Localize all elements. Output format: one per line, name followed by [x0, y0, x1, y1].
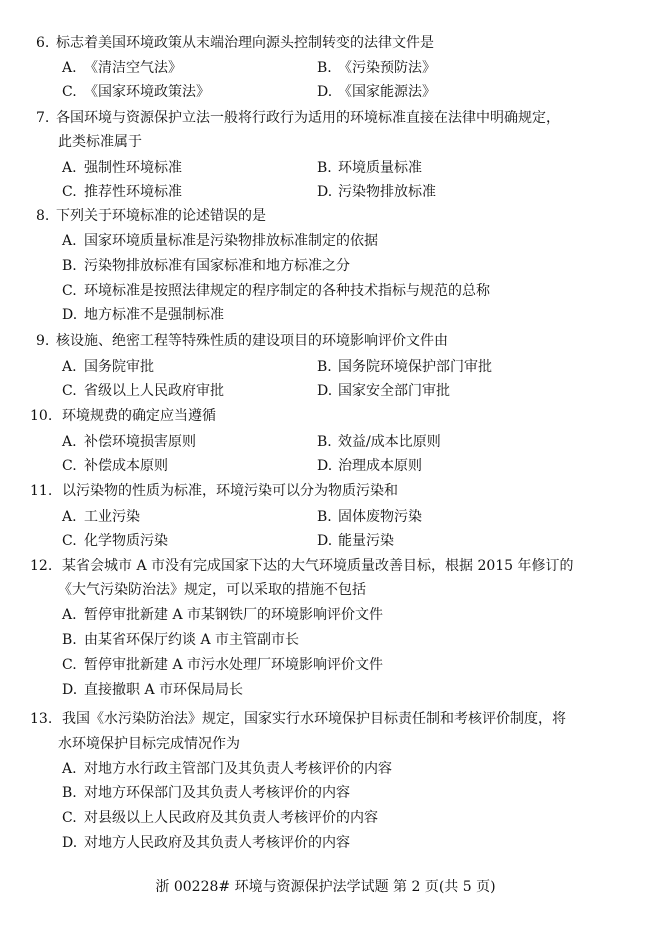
- option-text: 国务院审批: [84, 359, 154, 375]
- question-number: 7.: [36, 110, 50, 126]
- option-text: 对地方环保部门及其负责人考核评价的内容: [84, 785, 350, 801]
- question-stem: 核设施、绝密工程等特殊性质的建设项目的环境影响评价文件由: [56, 333, 448, 349]
- option-text: 省级以上人民政府审批: [84, 383, 224, 399]
- option-text: 暂停审批新建 A 市某钢铁厂的环境影响评价文件: [84, 607, 384, 623]
- option-text: 国务院环境保护部门审批: [338, 359, 492, 375]
- option-text: 补偿环境损害原则: [84, 434, 196, 450]
- option-letter: A.: [62, 359, 77, 375]
- option-letter: C.: [62, 184, 77, 200]
- option-letter: A.: [62, 233, 77, 249]
- option-text: 效益/成本比原则: [338, 434, 441, 450]
- option-letter: B.: [62, 258, 77, 274]
- option-letter: C.: [62, 657, 77, 673]
- option-text: 国家环境质量标准是污染物排放标准制定的依据: [84, 233, 378, 249]
- option-letter: B.: [62, 632, 77, 648]
- option-text: 暂停审批新建 A 市污水处理厂环境影响评价文件: [84, 657, 384, 673]
- option-text: 《国家能源法》: [338, 84, 436, 100]
- option-text: 《污染预防法》: [338, 60, 436, 76]
- option-text: 工业污染: [84, 509, 140, 525]
- option-letter: D.: [62, 682, 78, 698]
- option-text: 对地方水行政主管部门及其负责人考核评价的内容: [84, 761, 392, 777]
- option-letter: B.: [62, 785, 77, 801]
- question-stem: 下列关于环境标准的论述错误的是: [56, 208, 266, 224]
- option-text: 化学物质污染: [84, 533, 168, 549]
- option-text: 直接撤职 A 市环保局局长: [84, 682, 244, 698]
- question-number: 12.: [30, 558, 53, 574]
- question-number: 13.: [30, 711, 53, 727]
- option-letter: B.: [317, 60, 332, 76]
- option-text: 《清洁空气法》: [84, 60, 182, 76]
- option-letter: C.: [62, 458, 77, 474]
- option-letter: C.: [62, 810, 77, 826]
- option-text: 污染物排放标准有国家标准和地方标准之分: [84, 258, 350, 274]
- option-letter: A.: [62, 761, 77, 777]
- option-letter: A.: [62, 434, 77, 450]
- option-text: 环境质量标准: [338, 160, 422, 176]
- option-text: 污染物排放标准: [338, 184, 436, 200]
- option-text: 地方标准不是强制标准: [84, 307, 224, 323]
- question-stem: 水环境保护目标完成情况作为: [58, 736, 240, 752]
- option-text: 环境标准是按照法律规定的程序制定的各种技术指标与规范的总称: [84, 283, 490, 299]
- option-text: 治理成本原则: [338, 458, 422, 474]
- option-text: 补偿成本原则: [84, 458, 168, 474]
- option-text: 强制性环境标准: [84, 160, 182, 176]
- option-letter: B.: [317, 509, 332, 525]
- option-letter: D.: [62, 307, 78, 323]
- page-footer: 浙 00228# 环境与资源保护法学试题 第 2 页(共 5 页): [155, 879, 496, 895]
- question-number: 9.: [36, 333, 50, 349]
- option-letter: D.: [317, 533, 333, 549]
- option-text: 对地方人民政府及其负责人考核评价的内容: [84, 835, 350, 851]
- option-letter: D.: [62, 835, 78, 851]
- question-stem: 各国环境与资源保护立法一般将行政行为适用的环境标准直接在法律中明确规定，: [56, 110, 560, 126]
- question-number: 11.: [30, 483, 53, 499]
- option-letter: D.: [317, 184, 333, 200]
- option-letter: A.: [62, 607, 77, 623]
- option-letter: D.: [317, 458, 333, 474]
- option-letter: B.: [317, 359, 332, 375]
- option-text: 由某省环保厅约谈 A 市主管副市长: [84, 632, 300, 648]
- option-letter: A.: [62, 60, 77, 76]
- option-letter: D.: [317, 383, 333, 399]
- option-text: 推荐性环境标准: [84, 184, 182, 200]
- option-letter: A.: [62, 160, 77, 176]
- question-stem: 标志着美国环境政策从末端治理向源头控制转变的法律文件是: [56, 35, 434, 51]
- option-text: 能量污染: [338, 533, 394, 549]
- option-letter: B.: [317, 160, 332, 176]
- option-text: 对县级以上人民政府及其负责人考核评价的内容: [84, 810, 378, 826]
- option-text: 《国家环境政策法》: [84, 84, 210, 100]
- question-number: 10.: [30, 408, 53, 424]
- question-stem: 以污染物的性质为标准，环境污染可以分为物质污染和: [62, 483, 398, 499]
- option-letter: C.: [62, 533, 77, 549]
- option-letter: C.: [62, 383, 77, 399]
- option-letter: C.: [62, 283, 77, 299]
- option-letter: C.: [62, 84, 77, 100]
- question-stem: 此类标准属于: [58, 134, 142, 150]
- option-letter: B.: [317, 434, 332, 450]
- question-stem: 某省会城市 A 市没有完成国家下达的大气环境质量改善目标，根据 2015 年修订的: [62, 558, 574, 574]
- option-letter: D.: [317, 84, 333, 100]
- question-number: 6.: [36, 35, 50, 51]
- question-stem: 《大气污染防治法》规定，可以采取的措施不包括: [58, 582, 366, 598]
- question-stem: 环境规费的确定应当遵循: [62, 408, 216, 424]
- option-letter: A.: [62, 509, 77, 525]
- option-text: 固体废物污染: [338, 509, 422, 525]
- option-text: 国家安全部门审批: [338, 383, 450, 399]
- question-number: 8.: [36, 208, 50, 224]
- question-stem: 我国《水污染防治法》规定，国家实行水环境保护目标责任制和考核评价制度，将: [62, 711, 566, 727]
